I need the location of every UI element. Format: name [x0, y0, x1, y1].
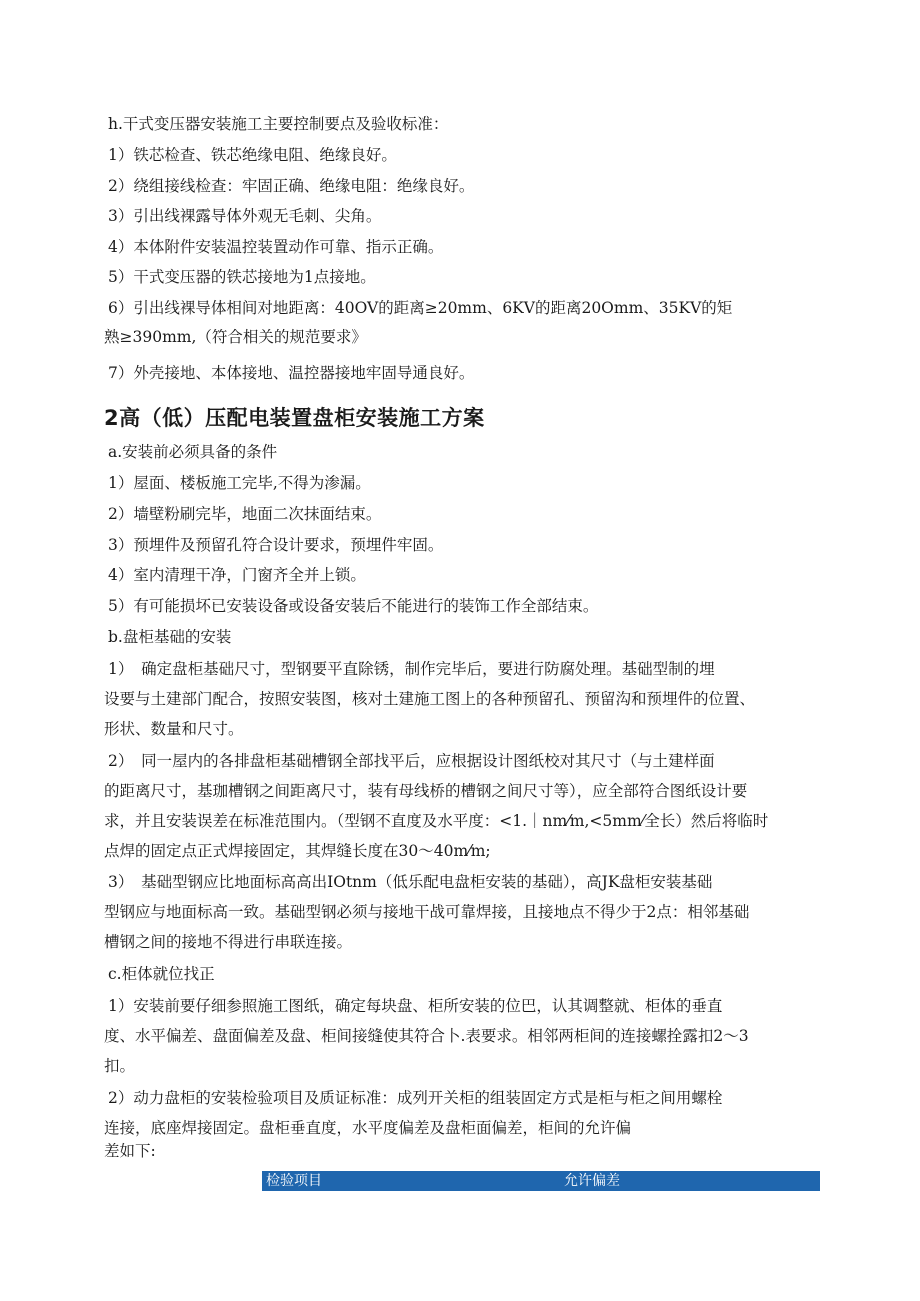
section-b-paragraph-line: 型钢应与地面标高一致。基础型钢必须与接地干战可靠焊接，且接地点不得少于2点：相邻基础	[104, 903, 750, 921]
section-b-paragraph-line: 形状、数量和尺寸。	[104, 720, 244, 738]
section-h-item: 5）干式变压器的铁芯接地为1点接地。	[108, 268, 376, 286]
section-a-item: 4）室内清理干净，门窗齐全并上锁。	[108, 566, 366, 584]
section-h-title: h.干式变压器安装施工主要控制要点及验收标准：	[108, 115, 449, 133]
section-a-item: 2）墙壁粉刷完毕，地面二次抹面结束。	[108, 505, 382, 523]
section-a-item: 3）预埋件及预留孔符合设计要求，预埋件牢固。	[108, 536, 444, 554]
section-c-paragraph-line: 1）安装前要仔细参照施工图纸，确定每块盘、柜所安装的位巴，认其调整就、柜体的垂直	[108, 997, 723, 1015]
section-h-item: 熟≥390mm,（符合相关的规范要求》	[104, 328, 367, 346]
section-b-paragraph-line: 求，并且安装误差在标准范围内。（型钢不直度及水平度：<1.｜nm⁄m,<5mm⁄全长）然后将临时	[104, 812, 769, 830]
section-b-paragraph-line: 2） 同一屋内的各排盘柜基础槽钢全部找平后，应根据设计图纸校对其尺寸（与土建样面	[108, 752, 715, 770]
section-h-item: 2）绕组接线检查：牢固正确、绝缘电阻：绝缘良好。	[108, 177, 475, 195]
section-c-paragraph-line: 连接，底座焊接固定。盘柜垂直度，水平度偏差及盘柜面偏差，柜间的允许偏	[104, 1119, 632, 1137]
section-h-item: 1）铁芯检查、铁芯绝缘电阻、绝缘良好。	[108, 146, 397, 164]
section-h-item: 3）引出线裸露导体外观无毛刺、尖角。	[108, 207, 382, 225]
section-a-item: 1）屋面、楼板施工完毕,不得为渗漏。	[108, 474, 371, 492]
tolerance-table-header	[262, 1171, 820, 1191]
section-c-tail: 差如下:	[104, 1142, 156, 1160]
section-h-item: 4）本体附件安装温控装置动作可靠、指示正确。	[108, 238, 444, 256]
section-h-item: 6）引出线裸导体相间对地距离：40OV的距离≥20mm、6KV的距离20Omm、35KV的矩	[108, 299, 733, 317]
section-a-item: 5）有可能损坏已安装设备或设备安装后不能进行的装饰工作全部结束。	[108, 597, 599, 615]
section-b-paragraph-line: 设要与土建部门配合，按照安装图，核对土建施工图上的各种预留孔、预留沟和预埋件的位置、	[104, 690, 756, 708]
section-a-title: a.安装前必须具备的条件	[108, 443, 278, 461]
section-c-title: c.柜体就位找正	[108, 965, 215, 983]
section-b-paragraph-line: 3） 基础型钢应比地面标高高出IOtnm（低乐配电盘柜安装的基础），高JK盘柜安装基础	[108, 873, 713, 891]
section-c-paragraph-line: 度、水平偏差、盘面偏差及盘、柜间接缝使其符合卜.表要求。相邻两柜间的连接螺拴露扣2～3	[104, 1027, 749, 1045]
section-h-item: 7）外壳接地、本体接地、温控器接地牢固导通良好。	[108, 364, 475, 382]
section-b-title: b.盘柜基础的安装	[108, 628, 232, 646]
table-header-allowed-deviation: 允许偏差	[564, 1173, 620, 1189]
table-header-inspection-item: 检验项目	[266, 1173, 322, 1189]
section-b-paragraph-line: 点焊的固定点正式焊接固定，其焊缝长度在30～40m⁄m;	[104, 842, 491, 860]
section-c-paragraph-line: 2）动力盘柜的安装检验项目及质证标准：成列开关柜的组装固定方式是柜与柜之间用螺栓	[108, 1089, 723, 1107]
section-b-paragraph-line: 1） 确定盘柜基础尺寸，型钢要平直除锈，制作完毕后，要进行防腐处理。基础型制的埋	[108, 660, 715, 678]
section-b-paragraph-line: 的距离尺寸，基珈槽钢之间距离尺寸，装有母线桥的槽钢之间尺寸等），应全部符合图纸设计要	[104, 782, 748, 800]
section-c-paragraph-line: 扣。	[104, 1057, 136, 1075]
section-b-paragraph-line: 槽钢之间的接地不得进行串联连接。	[104, 933, 353, 951]
section-heading: 2高（低）压配电装置盘柜安装施工方案	[104, 406, 485, 430]
